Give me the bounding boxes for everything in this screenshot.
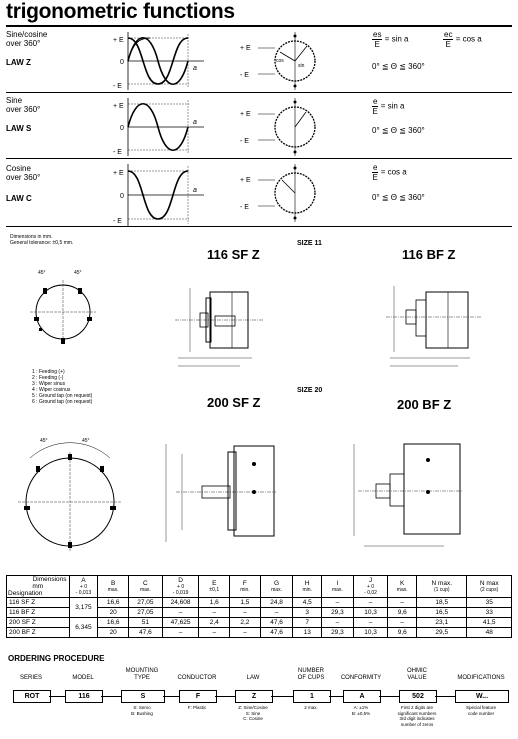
ordering-item <box>118 666 166 716</box>
table-cell-designation: 116 BF Z <box>7 608 70 618</box>
law-z-eq-cos <box>443 30 482 49</box>
ordering-note-line: 3rd digit indicates <box>399 716 435 721</box>
table-header-label: F <box>242 580 247 587</box>
table-cell-e: – <box>199 628 230 638</box>
ordering-item-note <box>290 705 332 711</box>
law-z-name <box>6 30 47 48</box>
table-cell-j: – <box>353 598 388 608</box>
table-cell-b: 16,6 <box>98 598 129 608</box>
page-title: trigonometric functions <box>6 0 235 23</box>
table-corner-mm: mm <box>32 583 44 590</box>
ordering-item-note <box>396 705 438 727</box>
law-z-label: LAW Z <box>6 58 31 67</box>
size-20-label: SIZE 20 <box>297 387 323 394</box>
table-cell-n2: 33 <box>467 608 512 618</box>
table-cell-designation: 200 SF Z <box>7 618 70 628</box>
ordering-label-line: MODEL <box>72 675 94 681</box>
table-cell-h: 13 <box>293 628 322 638</box>
table-cell-dd: – <box>162 628 199 638</box>
table-cell-h: 3 <box>293 608 322 618</box>
ordering-label-line: CONFORMITY <box>340 675 382 681</box>
table-header-6 <box>230 576 261 598</box>
ordering-item <box>396 666 438 727</box>
law-s-name-line-2: over 360° <box>6 105 41 114</box>
table-header-label: H <box>304 580 310 587</box>
law-c-circuit <box>240 162 330 224</box>
table-header-sub: max. <box>107 587 119 593</box>
law-z-graph <box>114 30 206 92</box>
ordering-note-line: B: ±0,5% <box>351 710 371 716</box>
table-cell-f: – <box>230 608 261 618</box>
table-cell-n1: 29,5 <box>417 628 467 638</box>
table-header-label: C <box>143 580 148 587</box>
terminal-diagram-large <box>10 430 128 560</box>
table-header-3 <box>129 576 163 598</box>
table-header-8 <box>293 576 322 598</box>
law-c-name-line-2: over 360° <box>6 173 41 182</box>
ordering-item-value: 1 <box>293 690 331 703</box>
table-cell-g: 24,8 <box>260 598 293 608</box>
table-header-sub: + 0 <box>79 584 87 590</box>
table-header-10 <box>353 576 388 598</box>
law-z-circuit <box>240 30 330 92</box>
table-header-5 <box>199 576 230 598</box>
law-z-alpha: a <box>193 65 197 72</box>
ordering-note-line: S: Servo <box>133 705 151 710</box>
table-header-12 <box>417 576 467 598</box>
ordering-item-label <box>452 666 510 682</box>
law-c-e-den: E <box>372 173 378 182</box>
table-cell-c: 51 <box>129 618 163 628</box>
law-z-circuit-sin: sin <box>298 63 305 69</box>
terminal-5: 5 : Ground tap (on request) <box>32 393 93 399</box>
ordering-label-line: CONDUCTOR <box>177 675 217 681</box>
ordering-note-line: significant numbers <box>397 710 437 716</box>
table-cell-n1: 18,5 <box>417 598 467 608</box>
law-z-zero: 0 <box>120 59 124 66</box>
small-angle-label-right: 45° <box>74 270 82 276</box>
table-header-label: D <box>178 577 183 584</box>
table-cell-k: 9,6 <box>388 628 417 638</box>
ordering-row <box>0 666 518 736</box>
model-200-sf-z-title: 200 SF Z <box>207 395 261 410</box>
law-s-zero: 0 <box>120 125 124 132</box>
ordering-item-note <box>340 705 382 716</box>
ordering-item-label <box>396 666 438 682</box>
law-z-e-den: E <box>374 40 380 49</box>
table-header-9 <box>322 576 354 598</box>
law-z-name-line-1: Sine/cosine <box>6 30 48 39</box>
table-header-sub: max. <box>396 587 408 593</box>
ordering-item-note <box>452 705 510 716</box>
ordering-label-line: VALUE <box>407 675 427 681</box>
table-header-label: B <box>111 580 116 587</box>
ordering-label-line: SERIES <box>19 675 42 681</box>
ordering-label-line: LAW <box>246 675 260 681</box>
large-angle-label-left: 45° <box>40 438 48 444</box>
table-cell-a: 3,175 <box>69 598 98 618</box>
table-cell-j: 10,3 <box>353 608 388 618</box>
terminal-diagram-small <box>18 262 112 358</box>
table-cell-n1: 16,5 <box>417 608 467 618</box>
law-c-label: LAW C <box>6 194 32 203</box>
table-header-2 <box>98 576 129 598</box>
ordering-item-note <box>176 705 218 711</box>
table-header-sub: - 0,02 <box>364 590 377 596</box>
ordering-item-label <box>176 666 218 682</box>
dims-note <box>10 234 73 246</box>
table-cell-k: – <box>388 618 417 628</box>
table-header-sub: max. <box>331 587 343 593</box>
table-cell-k: 9,6 <box>388 608 417 618</box>
ordering-item-value: F <box>179 690 217 703</box>
table-header-row <box>7 576 512 598</box>
table-header-sub: + 0 <box>367 584 375 590</box>
ordering-label-line: OF CUPS <box>297 675 325 681</box>
law-z-sin-text: = sin a <box>384 34 409 44</box>
ordering-label-line: OHMIC <box>407 668 427 674</box>
law-c-circuit-plus-e: + E <box>240 177 251 184</box>
table-row <box>7 618 512 628</box>
ordering-note-line: S: Sine <box>245 710 261 716</box>
law-z-cos-text: = cos a <box>455 34 482 44</box>
terminal-1: 1 : Feeding (+) <box>32 369 65 375</box>
drawing-116-bf-z <box>366 268 490 374</box>
table-cell-g: 47,6 <box>260 618 293 628</box>
table-header-label: N max <box>479 580 499 587</box>
table-cell-i: 29,3 <box>322 628 354 638</box>
law-s-circuit-minus-e: - E <box>240 138 249 145</box>
ordering-label-line: TYPE <box>134 675 150 681</box>
table-header-sub: ±0,1 <box>209 587 220 593</box>
table-header-7 <box>260 576 293 598</box>
law-s-name <box>6 96 40 114</box>
table-cell-e: 1,6 <box>199 598 230 608</box>
terminal-legend <box>32 369 92 405</box>
ordering-item-label <box>118 666 166 682</box>
table-cell-b: 20 <box>98 608 129 618</box>
table-header-label: K <box>400 580 405 587</box>
law-c-name-line-1: Cosine <box>6 164 31 173</box>
table-cell-designation: 200 BF Z <box>7 628 70 638</box>
ordering-item-value: 116 <box>65 690 103 703</box>
ordering-item-value: W... <box>455 690 509 703</box>
ordering-note-line: code number <box>467 710 495 716</box>
drawing-116-sf-z <box>160 270 270 374</box>
table-cell-n2: 48 <box>467 628 512 638</box>
ordering-note-line: C: Cosine <box>243 716 263 721</box>
ordering-label-line: MODIFICATIONS <box>457 675 505 681</box>
law-s-plus-e: + E <box>113 103 124 110</box>
law-c-alpha: a <box>193 187 197 194</box>
table-header-sub: - 0,013 <box>75 590 92 596</box>
table-cell-dd: 24,608 <box>162 598 199 608</box>
ordering-item-label <box>232 666 274 682</box>
table-header-13 <box>467 576 512 598</box>
ordering-item-label <box>62 666 104 682</box>
law-c-zero: 0 <box>120 193 124 200</box>
law-z-range: 0° ≦ Θ ≦ 360° <box>372 62 425 71</box>
ordering-item-label <box>10 666 52 682</box>
ordering-note-line: Z: Sine/Cosine <box>238 705 268 710</box>
dims-note-line-2: General tolerance: ±0,5 mm. <box>10 240 74 246</box>
table-header-sub: max. <box>271 587 282 593</box>
ordering-label-line: MOUNTING <box>125 668 159 674</box>
law-s-minus-e: - E <box>113 149 122 156</box>
law-c-eq <box>372 163 407 182</box>
table-cell-n2: 35 <box>467 598 512 608</box>
table-header-label: J <box>368 577 373 584</box>
table-corner <box>7 576 70 598</box>
table-cell-b: 16,6 <box>98 618 129 628</box>
ordering-note-line: F: Plastic <box>187 705 207 710</box>
law-s-alpha: a <box>193 119 197 126</box>
table-header-sub: + 0 <box>177 584 185 590</box>
ordering-item <box>290 666 332 711</box>
ordering-note-line: number of zeros <box>400 721 434 727</box>
law-s-e-den: E <box>372 107 378 116</box>
drawing-200-sf-z <box>156 418 276 558</box>
ordering-note-line: Special feature <box>465 705 497 710</box>
table-cell-k: – <box>388 598 417 608</box>
ordering-item-value: ROT <box>13 690 51 703</box>
table-cell-j: 10,3 <box>353 628 388 638</box>
ordering-note-line: A: ±1% <box>353 705 369 710</box>
table-corner-bottom: Designation <box>8 590 43 597</box>
table-header-label: E <box>212 580 217 587</box>
law-z-circuit-cos: cos <box>276 58 284 64</box>
table-cell-n1: 23,1 <box>417 618 467 628</box>
title-rule <box>6 25 512 27</box>
ordering-item-note <box>118 705 166 716</box>
law-c-graph <box>114 162 206 228</box>
divider-3 <box>6 226 512 227</box>
terminal-4: 4 : Wiper cosinus <box>32 387 71 393</box>
table-cell-h: 7 <box>293 618 322 628</box>
table-cell-c: 47,6 <box>129 628 163 638</box>
law-c-e-num: e <box>373 163 378 172</box>
table-header-1 <box>69 576 98 598</box>
terminal-6: 6 : Ground tap (on request) <box>32 399 93 405</box>
ordering-item <box>340 666 382 716</box>
law-c-cos-text: = cos a <box>380 167 407 177</box>
law-c-minus-e: - E <box>113 218 122 225</box>
law-z-es: es <box>373 30 382 39</box>
table-cell-c: 27,05 <box>129 598 163 608</box>
table-cell-e: – <box>199 608 230 618</box>
table-cell-c: 27,05 <box>129 608 163 618</box>
table-header-sub: min. <box>240 587 250 593</box>
table-header-sub: min. <box>302 587 312 593</box>
law-s-sin-text: = sin a <box>380 101 405 111</box>
law-s-graph <box>114 96 206 158</box>
model-200-bf-z-title: 200 BF Z <box>397 397 452 412</box>
table-header-11 <box>388 576 417 598</box>
model-116-bf-z-title: 116 BF Z <box>402 247 456 262</box>
table-cell-i: – <box>322 598 354 608</box>
law-c-circuit-minus-e: - E <box>240 204 249 211</box>
law-z-ec: ec <box>444 30 453 39</box>
ordering-item <box>176 666 218 711</box>
table-header-sub: (1 cup) <box>433 587 450 593</box>
table-header-label: I <box>336 580 339 587</box>
ordering-title: ORDERING PROCEDURE <box>8 654 105 663</box>
divider-2 <box>6 158 512 159</box>
table-cell-i: – <box>322 618 354 628</box>
law-c-plus-e: + E <box>113 170 124 177</box>
law-s-label: LAW S <box>6 124 32 133</box>
table-cell-f: 2,2 <box>230 618 261 628</box>
ordering-item-value: A <box>343 690 381 703</box>
large-angle-label-right: 45° <box>82 438 90 444</box>
table-cell-e: 2,4 <box>199 618 230 628</box>
ordering-item <box>10 666 52 703</box>
table-cell-i: 29,3 <box>322 608 354 618</box>
table-header-sub: max. <box>139 587 151 593</box>
size-11-label: SIZE 11 <box>297 240 322 247</box>
terminal-3: 3 : Wiper sinus <box>32 381 66 387</box>
table-cell-h: 4,5 <box>293 598 322 608</box>
law-c-range: 0° ≦ Θ ≦ 360° <box>372 193 425 202</box>
table-cell-g: 47,6 <box>260 628 293 638</box>
terminal-2: 2 : Feeding (-) <box>32 375 64 381</box>
table-corner-top: Dimensions <box>32 576 67 583</box>
law-s-e-num: e <box>373 97 378 106</box>
ordering-item <box>62 666 104 703</box>
table-header-sub: (2 cups) <box>480 587 499 593</box>
law-c-name <box>6 164 40 182</box>
divider-1 <box>6 92 512 93</box>
dimension-table <box>6 575 512 638</box>
law-s-name-line-1: Sine <box>6 96 23 105</box>
table-cell-j: – <box>353 618 388 628</box>
table-header-label: N max. <box>431 580 453 587</box>
table-cell-a: 6,345 <box>69 618 98 638</box>
table-header-label: G <box>274 580 280 587</box>
ordering-note-line: 2 max. <box>304 705 318 710</box>
dims-note-line-1: Dimensions in mm. <box>10 234 53 240</box>
ordering-item-label <box>340 666 382 682</box>
ordering-item <box>232 666 274 722</box>
ordering-label-line: NUMBER <box>297 668 324 674</box>
ordering-item <box>452 666 510 716</box>
table-header-label: A <box>81 577 86 584</box>
ordering-note-line: First 2 digits are <box>400 705 433 710</box>
table-cell-g: – <box>260 608 293 618</box>
small-angle-label-left: 45° <box>38 270 46 276</box>
table-cell-b: 20 <box>98 628 129 638</box>
law-z-eq-sin <box>372 30 408 49</box>
table-cell-n2: 41,5 <box>467 618 512 628</box>
ordering-item-value: S <box>121 690 165 703</box>
drawing-200-bf-z <box>340 420 464 558</box>
law-z-plus-e: + E <box>113 37 124 44</box>
table-header-4 <box>162 576 199 598</box>
table-cell-f: 1,5 <box>230 598 261 608</box>
table-header-sub: - 0,019 <box>172 590 189 596</box>
table-cell-designation: 116 SF Z <box>7 598 70 608</box>
law-s-circuit <box>240 96 330 158</box>
law-s-circuit-plus-e: + E <box>240 111 251 118</box>
table-row <box>7 598 512 608</box>
ordering-item-note <box>232 705 274 722</box>
table-cell-dd: 47,625 <box>162 618 199 628</box>
ordering-item-label <box>290 666 332 682</box>
model-116-sf-z-title: 116 SF Z <box>207 247 260 262</box>
table-cell-f: – <box>230 628 261 638</box>
ordering-item-value: 502 <box>399 690 437 703</box>
ordering-note-line: B: Bushing <box>131 710 153 716</box>
law-z-minus-e: - E <box>113 83 122 90</box>
table-cell-dd: – <box>162 608 199 618</box>
law-z-e-den-2: E <box>445 40 451 49</box>
ordering-item-value: Z <box>235 690 273 703</box>
law-z-name-line-2: over 360° <box>6 39 41 48</box>
law-s-range: 0° ≦ Θ ≦ 360° <box>372 126 425 135</box>
law-s-eq <box>372 97 404 116</box>
law-z-circuit-minus-e: - E <box>240 72 249 79</box>
law-z-circuit-plus-e: + E <box>240 45 251 52</box>
